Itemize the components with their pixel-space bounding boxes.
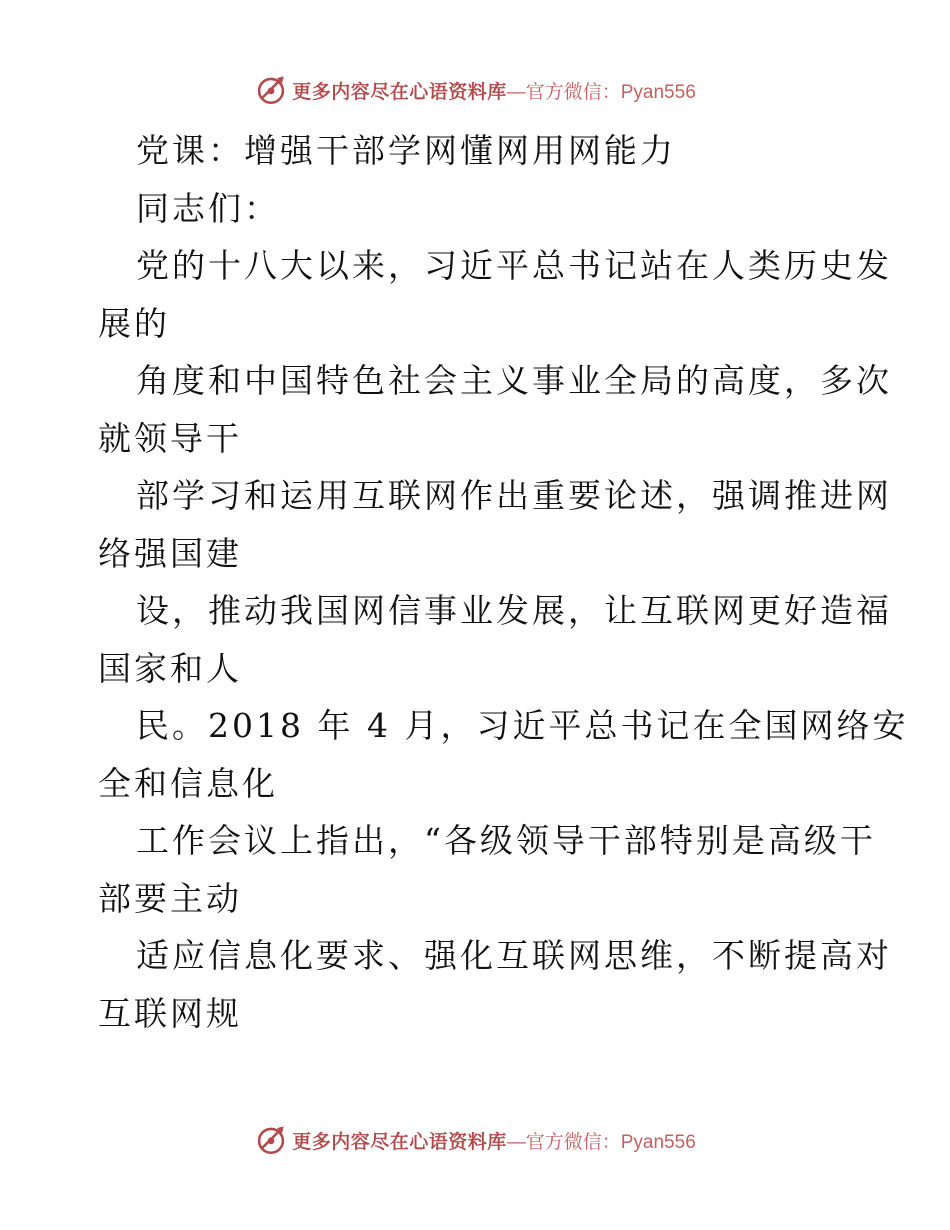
text-line: 工作会议上指出，“各级领导干部特别是高级干 xyxy=(136,821,876,860)
text-line: 就领导干 xyxy=(98,418,242,458)
text-line: 角度和中国特色社会主义事业全局的高度，多次 xyxy=(136,361,892,400)
document-lines xyxy=(98,180,909,1043)
text-line: 互联网规 xyxy=(98,993,242,1033)
header-watermark xyxy=(0,70,950,110)
text-line: 国家和人 xyxy=(98,648,242,688)
logo-icon xyxy=(254,1123,288,1157)
document-body xyxy=(98,122,909,1042)
logo-icon xyxy=(254,73,288,107)
text-line: 部学习和运用互联网作出重要论述，强调推进网 xyxy=(136,476,892,515)
document-title: 党课：增强干部学网懂网用网能力 xyxy=(136,131,676,170)
text-line: 部要主动 xyxy=(98,878,242,918)
text-line: 设，推动我国网信事业发展，让互联网更好造福 xyxy=(136,591,892,630)
text-line: 展的 xyxy=(98,303,170,343)
text-line: 民。2018 年 4 月，习近平总书记在全国网络安 xyxy=(136,706,909,745)
text-line: 同志们： xyxy=(136,188,280,228)
footer-watermark xyxy=(0,1120,950,1160)
text-line: 络强国建 xyxy=(98,533,242,573)
text-line: 适应信息化要求、强化互联网思维，不断提高对 xyxy=(136,936,892,975)
text-line: 全和信息化 xyxy=(98,763,278,803)
watermark-suffix-text: —官方微信：Pyan556 xyxy=(506,1131,696,1153)
watermark-suffix-text: —官方微信：Pyan556 xyxy=(506,81,696,103)
watermark-main-text: 更多内容尽在心语资料库 xyxy=(292,1130,507,1153)
text-line: 党的十八大以来，习近平总书记站在人类历史发 xyxy=(136,246,892,285)
watermark-main-text: 更多内容尽在心语资料库 xyxy=(292,80,507,103)
